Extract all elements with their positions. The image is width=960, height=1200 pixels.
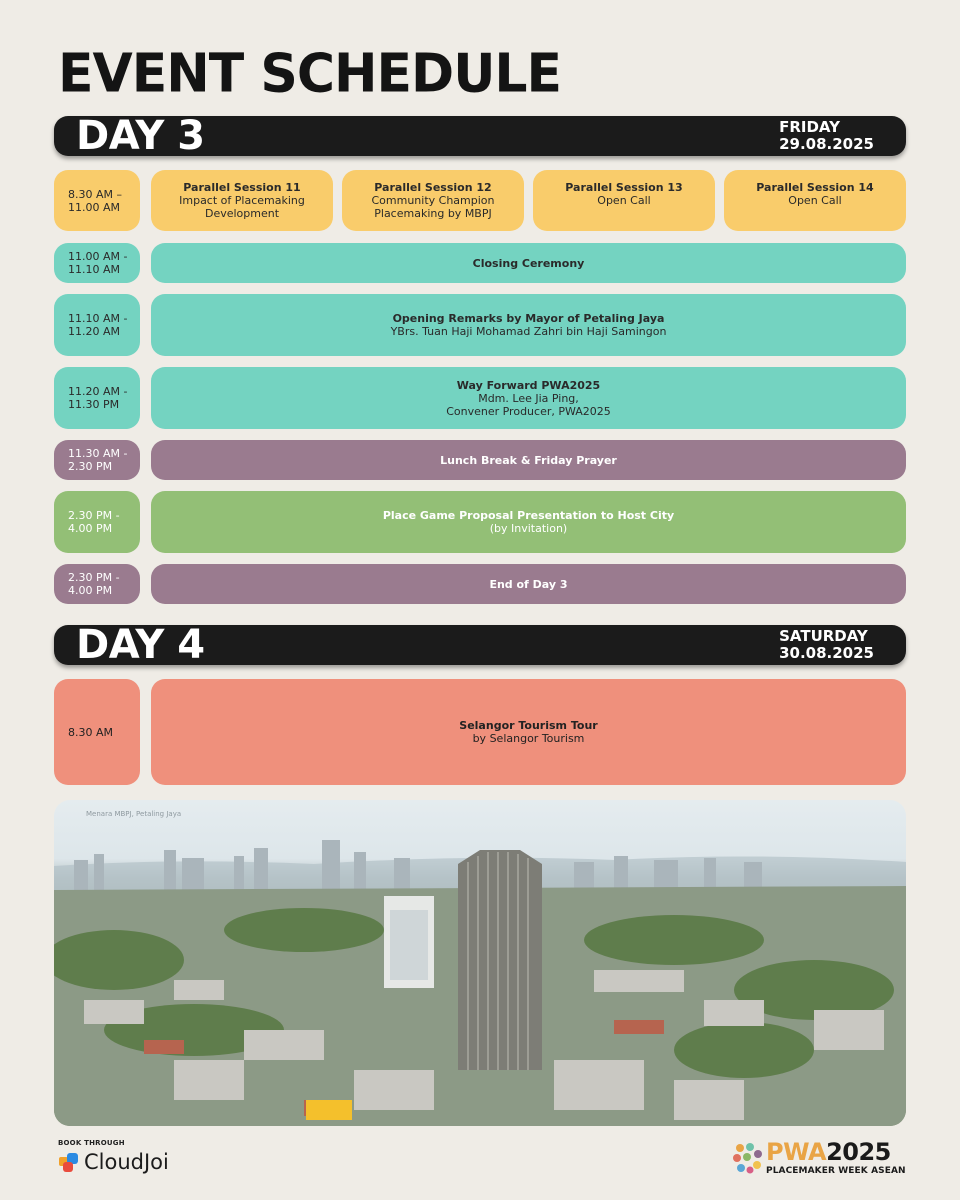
session-end-of-day-3[interactable] [151, 564, 906, 604]
time-end: 4.00 PM [68, 522, 113, 535]
session-line: Community Champion [371, 194, 495, 207]
pwa-logo [732, 1140, 904, 1180]
time-start: 2.30 PM - [68, 571, 120, 584]
day3-weekday: FRIDAY [779, 118, 840, 136]
session-title: Parallel Session 11 [183, 181, 301, 194]
city-skyline-image [54, 800, 906, 1126]
time-start: 8.30 AM [68, 725, 114, 739]
session-line: Placemaking by MBPJ [374, 207, 492, 220]
day4-header [54, 622, 906, 668]
time-slot [54, 440, 140, 480]
parallel-session-14[interactable] [724, 170, 906, 231]
page-title: EVENT SCHEDULE [58, 43, 562, 105]
pwa-subtitle: PLACEMAKER WEEK ASEAN [766, 1166, 906, 1176]
session-title: Selangor Tourism Tour [459, 719, 598, 732]
session-selangor-tourism-tour[interactable] [151, 679, 906, 785]
time-start: 11.00 AM - [68, 250, 128, 263]
session-line: Convener Producer, PWA2025 [446, 404, 611, 418]
cloudjoi-name: CloudJoi [84, 1150, 169, 1174]
pwa-wordmark [766, 1138, 891, 1166]
session-line: Mdm. Lee Jia Ping, [478, 391, 579, 405]
city-photo [54, 800, 906, 1126]
time-start: 8.30 AM – [68, 187, 123, 201]
photo-caption: Menara MBPJ, Petaling Jaya [86, 810, 182, 818]
time-start: 11.20 AM - [68, 385, 128, 398]
session-opening-remarks[interactable] [151, 294, 906, 356]
parallel-session-11[interactable] [151, 170, 333, 231]
time-start: 11.10 AM - [68, 312, 128, 325]
time-slot [54, 243, 140, 283]
session-title: Place Game Proposal Presentation to Host City [382, 509, 675, 522]
day3-date [779, 119, 874, 153]
session-line: Impact of Placemaking [179, 194, 305, 207]
cloudjoi-logo[interactable] [58, 1149, 169, 1175]
day4-date [779, 628, 874, 662]
time-slot [54, 679, 140, 785]
day3-date-value: 29.08.2025 [779, 135, 874, 153]
session-line: YBrs. Tuan Haji Mohamad Zahri bin Haji Samingon [390, 325, 667, 338]
session-closing-ceremony[interactable] [151, 243, 906, 283]
time-slot [54, 170, 140, 231]
parallel-session-12[interactable] [342, 170, 524, 231]
session-line: Open Call [597, 194, 651, 207]
time-end: 11.00 AM [68, 200, 121, 214]
session-title: Parallel Session 13 [565, 181, 683, 194]
time-start: 2.30 PM - [68, 509, 120, 522]
time-end: 11.30 PM [68, 398, 120, 411]
session-title: End of Day 3 [489, 577, 568, 591]
session-title: Lunch Break & Friday Prayer [440, 453, 617, 467]
session-title: Parallel Session 14 [756, 181, 874, 194]
session-way-forward[interactable] [151, 367, 906, 429]
session-line: (by Invitation) [489, 522, 568, 535]
time-end: 11.10 AM [68, 263, 121, 276]
session-title: Opening Remarks by Mayor of Petaling Jaya [392, 312, 665, 325]
session-title: Way Forward PWA2025 [456, 378, 601, 392]
time-slot [54, 564, 140, 604]
pwa-prefix: PWA [766, 1138, 827, 1166]
day4-label: DAY 4 [76, 622, 205, 668]
time-start: 11.30 AM - [68, 447, 128, 460]
book-through-label: BOOK THROUGH [58, 1139, 125, 1147]
session-line: Open Call [788, 194, 842, 207]
session-lunch-break[interactable] [151, 440, 906, 480]
time-end: 11.20 AM [68, 325, 121, 338]
day3-header [54, 113, 906, 159]
time-slot [54, 367, 140, 429]
parallel-session-13[interactable] [533, 170, 715, 231]
time-end: 2.30 PM [68, 460, 113, 473]
time-slot [54, 294, 140, 356]
day3-label: DAY 3 [76, 113, 205, 159]
cloudjoi-icon [58, 1151, 80, 1173]
time-end: 4.00 PM [68, 584, 113, 597]
session-title: Closing Ceremony [472, 256, 585, 270]
day4-date-value: 30.08.2025 [779, 644, 874, 662]
pwa-year: 2025 [826, 1138, 891, 1166]
session-place-game[interactable] [151, 491, 906, 553]
time-slot [54, 491, 140, 553]
session-line: by Selangor Tourism [472, 732, 585, 745]
pwa-dots-icon [732, 1142, 764, 1176]
session-line: Development [204, 207, 280, 220]
day4-weekday: SATURDAY [779, 627, 868, 645]
session-title: Parallel Session 12 [374, 181, 492, 194]
